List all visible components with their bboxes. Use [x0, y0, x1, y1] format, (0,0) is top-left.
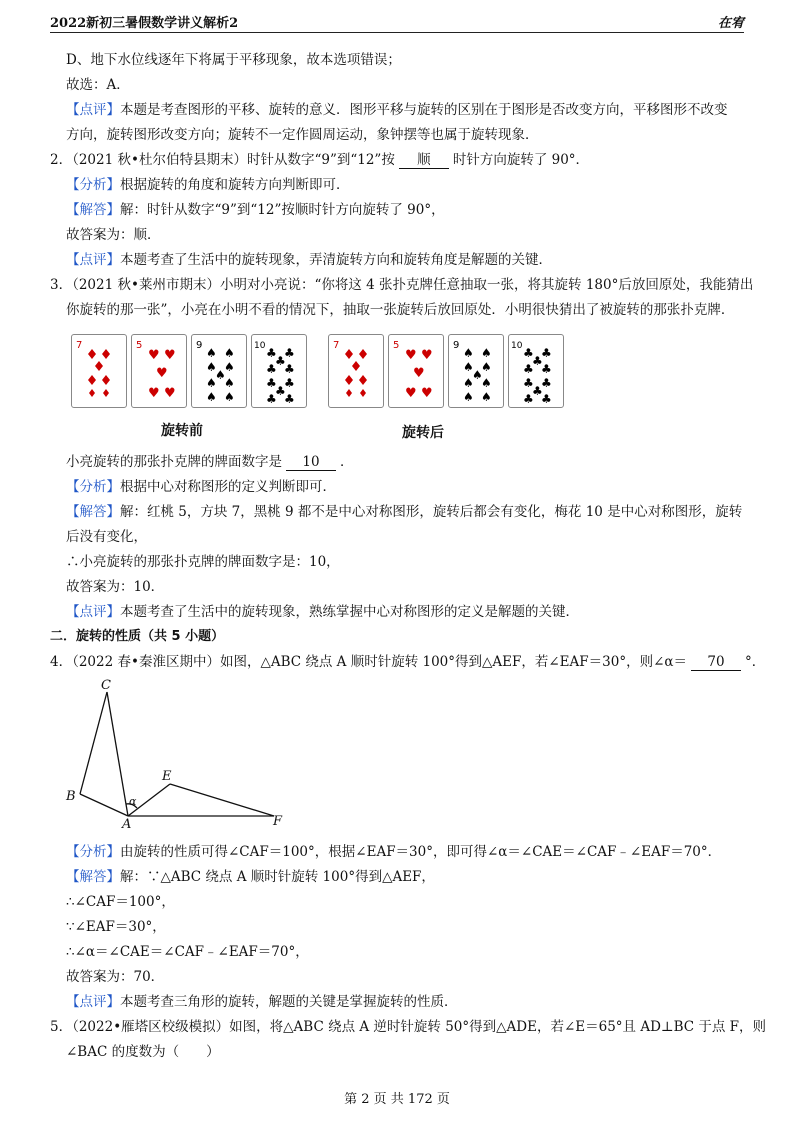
- rotation-triangle-figure: [60, 678, 300, 828]
- heart-suit-icon: [389, 335, 443, 407]
- svg-text:♠: ♠: [224, 390, 235, 404]
- question-3-stem-2: 你旋转的那一张”，小亮在小明不看的情况下，抽取一张旋转后放回原处．小明很快猜出了被旋转的那张扑克牌．: [66, 302, 735, 318]
- svg-text:♣: ♣: [275, 384, 286, 398]
- question-5-stem-1: 5．（2022•雁塔区校级模拟）如图，将△ABC 绕点 A 逆时针旋转 50°得到△ADE，若∠E＝65°且 AD⊥BC 于点 F，则: [50, 1019, 767, 1035]
- header-divider: [50, 32, 744, 33]
- question-4-stem: [50, 652, 765, 672]
- spade-suit-icon: [449, 335, 503, 407]
- diamond-suit-icon: [329, 335, 383, 407]
- svg-text:♣: ♣: [523, 346, 534, 360]
- q4-solution-2: ∴∠CAF＝100°，: [66, 894, 175, 910]
- club-suit-icon: [509, 335, 563, 407]
- card-diamond-7-after: [328, 334, 384, 408]
- q3-analysis: [66, 477, 336, 497]
- comment-text: 本题考查三角形的旋转，解题的关键是掌握旋转的性质．: [120, 994, 458, 1010]
- q3-blank-a: 小亮旋转的那张扑克牌的牌面数字是: [66, 454, 282, 470]
- svg-text:♠: ♠: [224, 376, 235, 390]
- header-author: 在宥: [717, 16, 744, 31]
- q3-comment: [66, 602, 579, 622]
- comment-tag: 【点评】: [66, 604, 120, 620]
- analysis-text: 由旋转的性质可得∠CAF＝100°，根据∠EAF＝30°，即可得∠α＝∠CAE＝∠CAF﹣∠EAF＝70°．: [120, 844, 722, 860]
- q2-stem-b: 时针方向旋转了 90°．: [452, 152, 590, 168]
- section-title: 二．旋转的性质（共 5 小题）: [50, 629, 225, 644]
- card-rank: 10: [254, 341, 266, 351]
- svg-text:♥: ♥: [164, 348, 176, 363]
- q3-blank-b: ．: [340, 454, 354, 470]
- page-header: [50, 10, 744, 32]
- choice-line: 故选：A．: [66, 77, 130, 93]
- svg-text:♠: ♠: [481, 346, 492, 360]
- card-rank: 5: [393, 340, 400, 351]
- svg-text:♣: ♣: [284, 346, 295, 360]
- q2-comment: [66, 250, 552, 270]
- q3-solution-2: 后没有变化，: [66, 529, 147, 545]
- playing-cards-figure: [66, 326, 566, 446]
- q3-blank: [66, 452, 354, 472]
- caption-before: 旋转前: [161, 423, 203, 439]
- svg-text:♠: ♠: [481, 376, 492, 390]
- solution-text: 解：红桃 5，方块 7，黑桃 9 都不是中心对称图形，旋转后都会有变化，梅花 10 是中心对称图形，旋转: [120, 504, 743, 520]
- svg-text:♣: ♣: [284, 376, 295, 390]
- svg-text:♠: ♠: [206, 346, 217, 360]
- comment-1: [66, 100, 728, 120]
- label-a: A: [122, 817, 132, 828]
- svg-text:♣: ♣: [541, 362, 552, 376]
- card-heart-5: [131, 334, 187, 408]
- svg-text:♣: ♣: [541, 376, 552, 390]
- card-rank: 5: [136, 340, 143, 351]
- svg-text:♠: ♠: [463, 376, 474, 390]
- card-club-10-after: [508, 334, 564, 408]
- analysis-text: 根据中心对称图形的定义判断即可．: [120, 479, 336, 495]
- card-spade-9-after: [448, 334, 504, 408]
- svg-text:♥: ♥: [405, 348, 417, 363]
- header-title: 2022新初三暑假数学讲义解析2: [50, 16, 239, 31]
- comment-1-cont: 方向，旋转图形改变方向；旋转不一定作圆周运动，象钟摆等也属于旋转现象．: [66, 127, 539, 143]
- q2-final: 故答案为：顺．: [66, 227, 161, 243]
- svg-text:♣: ♣: [532, 384, 543, 398]
- club-suit-icon: [252, 335, 306, 407]
- svg-text:♠: ♠: [463, 390, 474, 404]
- q2-analysis: [66, 175, 350, 195]
- q4-stem-b: °．: [745, 654, 766, 670]
- svg-text:♠: ♠: [463, 360, 474, 374]
- q4-answer: 70: [691, 654, 741, 671]
- q4-comment: [66, 992, 458, 1012]
- card-rank: 10: [511, 341, 523, 351]
- solution-tag: 【解答】: [66, 869, 120, 885]
- page-footer: 第 2 页 共 172 页: [344, 1092, 450, 1107]
- analysis-text: 根据旋转的角度和旋转方向判断即可．: [120, 177, 350, 193]
- svg-text:♣: ♣: [541, 392, 552, 406]
- card-rank: 7: [333, 340, 340, 351]
- q3-solution-3: ∴小亮旋转的那张扑克牌的牌面数字是：10，: [66, 554, 340, 570]
- card-rank: 9: [196, 340, 203, 351]
- comment-text: 本题是考查图形的平移、旋转的意义．图形平移与旋转的区别在于图形是否改变方向，平移图形不改变: [120, 102, 728, 118]
- svg-text:♥: ♥: [421, 348, 433, 363]
- svg-text:♠: ♠: [472, 368, 483, 382]
- svg-text:♣: ♣: [266, 346, 277, 360]
- svg-text:♣: ♣: [284, 392, 295, 406]
- comment-text: 本题考查了生活中的旋转现象，熟练掌握中心对称图形的定义是解题的关键．: [120, 604, 579, 620]
- svg-text:♣: ♣: [266, 376, 277, 390]
- option-d-line: D、地下水位线逐年下将属于平移现象，故本选项错误；: [66, 52, 401, 68]
- svg-text:♣: ♣: [266, 392, 277, 406]
- caption-after: 旋转后: [402, 425, 444, 441]
- svg-text:♠: ♠: [481, 390, 492, 404]
- comment-tag: 【点评】: [66, 994, 120, 1010]
- svg-text:♠: ♠: [206, 390, 217, 404]
- card-heart-5-after: [388, 334, 444, 408]
- svg-text:♥: ♥: [148, 348, 160, 363]
- solution-text: 解：时针从数字“9”到“12”按顺时针方向旋转了 90°，: [120, 202, 445, 218]
- svg-text:♣: ♣: [541, 346, 552, 360]
- q4-final: 故答案为：70．: [66, 969, 165, 985]
- q3-final: 故答案为：10．: [66, 579, 165, 595]
- svg-text:♣: ♣: [284, 362, 295, 376]
- comment-tag: 【点评】: [66, 252, 120, 268]
- label-c: C: [101, 678, 111, 693]
- spade-suit-icon: [192, 335, 246, 407]
- question-3-stem-1: 3．（2021 秋•莱州市期末）小明对小亮说：“你将这 4 张扑克牌任意抽取一张，将其旋转 180°后放回原处，我能猜出: [50, 277, 754, 293]
- label-f: F: [273, 814, 283, 828]
- label-e: E: [162, 769, 172, 784]
- comment-tag: 【点评】: [66, 102, 120, 118]
- analysis-tag: 【分析】: [66, 479, 120, 495]
- q3-solution: [66, 502, 742, 522]
- question-5-stem-2: ∠BAC 的度数为（ ）: [66, 1044, 220, 1060]
- comment-text: 本题考查了生活中的旋转现象，弄清旋转方向和旋转角度是解题的关键．: [120, 252, 552, 268]
- svg-text:♠: ♠: [224, 346, 235, 360]
- svg-text:♠: ♠: [215, 368, 226, 382]
- analysis-tag: 【分析】: [66, 844, 120, 860]
- q2-solution: [66, 200, 445, 220]
- svg-text:♣: ♣: [523, 362, 534, 376]
- svg-text:♥: ♥: [405, 386, 417, 401]
- svg-text:♠: ♠: [206, 376, 217, 390]
- q4-analysis: [66, 842, 721, 862]
- svg-text:♠: ♠: [481, 360, 492, 374]
- svg-text:♥: ♥: [413, 366, 425, 381]
- q4-solution-3: ∵∠EAF＝30°，: [66, 919, 166, 935]
- svg-text:♥: ♥: [164, 386, 176, 401]
- question-2-stem: [50, 150, 589, 170]
- svg-text:♣: ♣: [266, 362, 277, 376]
- svg-text:♥: ♥: [156, 366, 168, 381]
- svg-text:♣: ♣: [532, 354, 543, 368]
- card-club-10: [251, 334, 307, 408]
- solution-tag: 【解答】: [66, 504, 120, 520]
- svg-text:♥: ♥: [421, 386, 433, 401]
- analysis-tag: 【分析】: [66, 177, 120, 193]
- card-rank: 7: [76, 340, 83, 351]
- q4-stem-a: 4．（2022 春•秦淮区期中）如图，△ABC 绕点 A 顺时针旋转 100°得到△AEF，若∠EAF＝30°，则∠α＝: [50, 654, 688, 670]
- svg-text:♣: ♣: [275, 354, 286, 368]
- card-diamond-7: [71, 334, 127, 408]
- q4-solution-4: ∴∠α＝∠CAE＝∠CAF﹣∠EAF＝70°，: [66, 944, 309, 960]
- svg-text:♠: ♠: [463, 346, 474, 360]
- q3-answer: 10: [286, 454, 336, 471]
- q2-answer: 顺: [399, 152, 449, 169]
- svg-text:♣: ♣: [523, 392, 534, 406]
- solution-tag: 【解答】: [66, 202, 120, 218]
- svg-text:♣: ♣: [523, 376, 534, 390]
- diamond-suit-icon: [72, 335, 126, 407]
- svg-text:♠: ♠: [224, 360, 235, 374]
- q2-stem-a: 2．（2021 秋•杜尔伯特县期末）时针从数字“9”到“12”按: [50, 152, 395, 168]
- card-spade-9: [191, 334, 247, 408]
- label-alpha: α: [129, 795, 137, 808]
- q4-solution: [66, 867, 435, 887]
- card-rank: 9: [453, 340, 460, 351]
- label-b: B: [66, 789, 76, 804]
- solution-text: 解：∵△ABC 绕点 A 顺时针旋转 100°得到△AEF，: [120, 869, 435, 885]
- heart-suit-icon: [132, 335, 186, 407]
- svg-text:♥: ♥: [148, 386, 160, 401]
- svg-text:♠: ♠: [206, 360, 217, 374]
